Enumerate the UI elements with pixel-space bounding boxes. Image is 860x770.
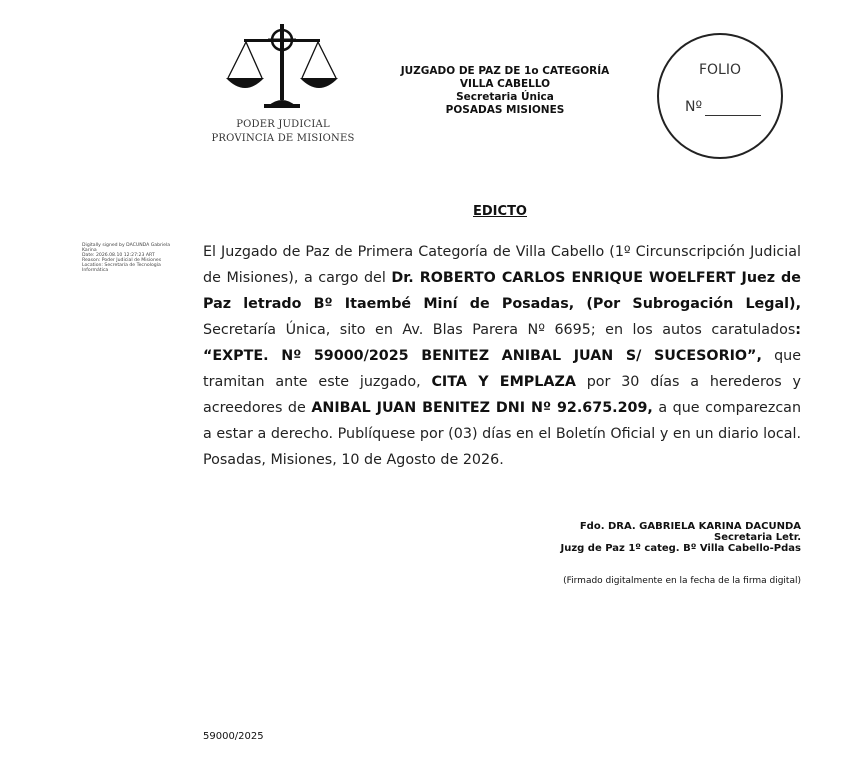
footer-file-ref: 59000/2025 [203,731,264,742]
summons-phrase: CITA Y EMPLAZA [431,374,576,390]
court-secretaria: Secretaria Única [456,91,554,103]
signature-block [430,521,801,554]
logo-line-1: PODER JUDICIAL [236,119,330,130]
body-text: a que comparezcan a estar a derecho. Publíquese por (03) días en el Boletín Oficial y en un diario local. Posadas, Misiones, 10 de Agosto de 2026. [203,400,802,468]
folio-number-label: Nº [685,99,703,115]
folio-stamp [657,33,783,159]
edict-body [203,239,801,473]
body-text: por 30 días a herederos y acreedores de [203,374,801,416]
sig-line: Location: Secretaría de Tecnología [82,263,161,269]
court-location: VILLA CABELLO [459,78,551,90]
court-name: JUZGADO DE PAZ DE 1o CATEGORÍA [400,65,610,77]
sig-line: Digitally signed by DACUNDA Gabriela [82,243,171,248]
signed-digitally-note: (Firmado digitalmente en la fecha de la firma digital) [563,576,801,586]
digital-signature-note [82,243,182,274]
case-file: : “EXPTE. Nº 59000/2025 BENITEZ ANIBAL JUAN S/ SUCESORIO”, [203,322,801,364]
signer-court: Juzg de Paz 1º categ. Bº Villa Cabello-Pdas [560,543,801,554]
deceased-name: ANIBAL JUAN BENITEZ DNI Nº 92.675.209, [311,400,653,416]
folio-number-blank [705,115,761,116]
scales-of-justice-icon [222,18,344,116]
signer-name: Fdo. DRA. GABRIELA KARINA DACUNDA [579,521,801,532]
logo-line-2: PROVINCIA DE MISIONES [211,133,355,144]
court-header [395,65,615,117]
folio-label: FOLIO [698,62,742,78]
sig-line: Karina [82,248,97,254]
body-text: Secretaría Única, sito en Av. Blas Parera Nº 6695; en los autos caratulados [203,322,796,338]
sig-line: Date: 2026.08.10 12:27:23 ART [82,253,155,259]
document-title: EDICTO [473,204,527,219]
judicial-logo [208,18,358,150]
body-text: que tramitan ante este juzgado, [203,348,802,390]
sig-line: Reason: Poder Judicial de Misiones [82,258,162,264]
judge-name: Dr. ROBERTO CARLOS ENRIQUE WOELFERT Juez de Paz letrado Bº Itaembé Miní de Posadas, (Por Subrogación Legal), [203,270,801,312]
signer-role: Secretaria Letr. [714,532,801,543]
sig-line: Informática [82,268,109,274]
court-city: POSADAS MISIONES [445,104,565,116]
body-text: El Juzgado de Paz de Primera Categoría de Villa Cabello (1º Circunscripción Judicial de Misiones), a cargo del [203,244,801,286]
